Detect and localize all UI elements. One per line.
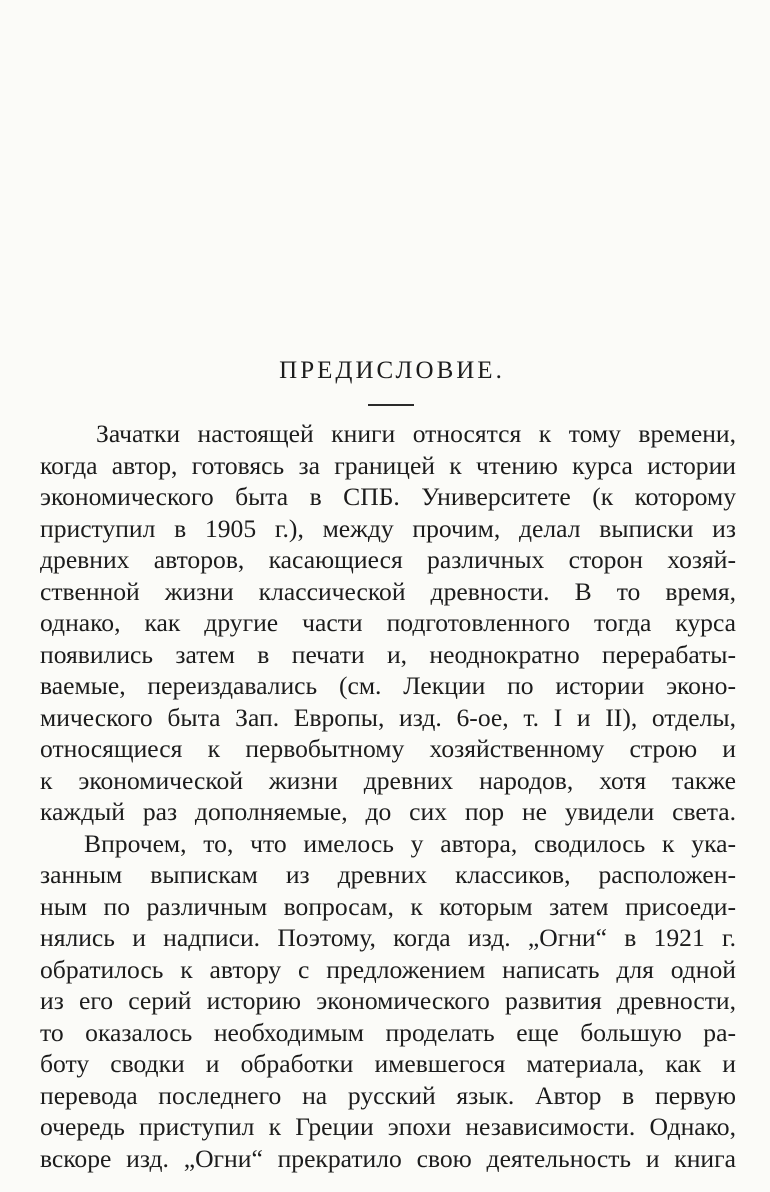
text-line: обратилось к автору с предложением написать для одной: [40, 954, 736, 984]
text-line: приступил в 1905 г.), между прочим, делал выписки из: [40, 513, 736, 543]
text-line: ным по различным вопросам, к которым затем присоеди-: [40, 891, 736, 921]
text-line: боту сводки и обработки имевшегося материала, как и: [40, 1049, 736, 1078]
text-line: древних авторов, касающиеся различных сторон хозяй-: [40, 545, 736, 574]
text-line: когда автор, готовясь за границей к чтению курса истории: [40, 450, 736, 480]
text-line: ственной жизни классической древности. В то время,: [40, 576, 736, 606]
text-line: нялись и надписи. Поэтому, когда изд. „Огни“ в 1921 г.: [40, 923, 736, 952]
text-line: вскоре изд. „Огни“ прекратило свою деятельность и книга: [40, 1143, 736, 1173]
text-line: из его серий историю экономического развития древности,: [40, 986, 736, 1015]
text-line: к экономической жизни древних народов, хотя также: [40, 765, 736, 795]
text-line: экономического быта в СПБ. Университете (к которому: [40, 482, 736, 511]
preface-text: [40, 418, 736, 1174]
text-line: занным выпискам из древних классиков, расположен-: [40, 860, 736, 889]
text-line: очередь приступил к Греции эпохи независимости. Однако,: [40, 1112, 736, 1141]
paragraph-1: [40, 418, 736, 828]
text-line: Впрочем, то, что имелось у автора, сводилось к ука-: [84, 828, 736, 858]
text-line: перевода последнего на русский язык. Автор в первую: [40, 1080, 736, 1110]
title-rule: [368, 404, 414, 406]
text-line: то оказалось необходимым проделать еще большую ра-: [40, 1017, 736, 1047]
page-title: ПРЕДИСЛОВИЕ.: [279, 357, 505, 384]
text-line: каждый раз дополняемые, до сих пор не увидели света.: [40, 797, 736, 826]
text-line: относящиеся к первобытному хозяйственному строю и: [40, 734, 736, 763]
text-line: ваемые, переиздавались (см. Лекции по истории эконо-: [40, 671, 736, 700]
text-line: мического быта Зап. Европы, изд. 6-ое, т. I и II), отделы,: [40, 702, 736, 732]
paragraph-2: [40, 828, 736, 1175]
text-line: появились затем в печати и, неоднократно перерабаты-: [40, 639, 736, 669]
text-line: однако, как другие части подготовленного тогда курса: [40, 608, 736, 637]
text-line: Зачатки настоящей книги относятся к тому времени,: [96, 419, 736, 448]
